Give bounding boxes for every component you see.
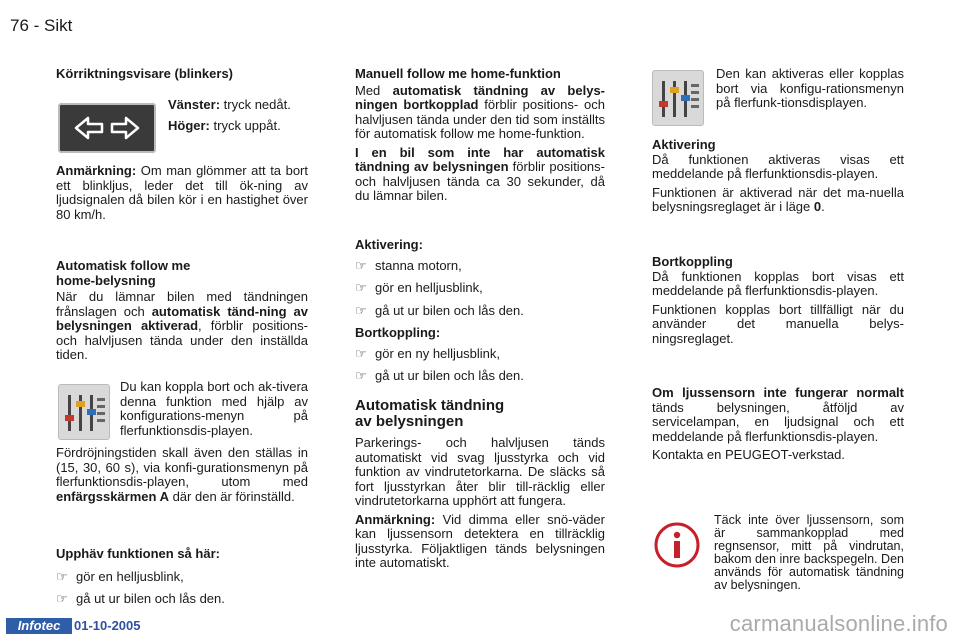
nocar-text-b: förblir positions- och halvljusen tända ca 30 sekunder, då du lämnar bilen.: [355, 159, 605, 203]
cancel-heading: Upphäv funktionen så här:: [56, 546, 220, 561]
right-text: tryck uppåt.: [209, 117, 281, 133]
warn-text: Täck inte över ljussensorn, som är sammankopplad med regnsensor, mitt på vindrutan, bakom den inre backspegeln. Den används för automatisk tändning av belysningen.: [714, 513, 904, 592]
sliders-icon: [59, 385, 111, 441]
column-2: [355, 67, 605, 208]
list-item: [355, 347, 605, 362]
auto-lighting-section: [355, 398, 605, 575]
off-text-2: Funktionen kopplas bort tillfälligt när du använder det manuella belys-ningsreglaget.: [652, 301, 904, 346]
list-item-text: gå ut ur bilen och lås den.: [375, 302, 524, 318]
pointing-hand-icon: ☞: [355, 345, 367, 361]
right-label: Höger:: [168, 117, 210, 133]
act-text-2b: 0: [813, 199, 822, 214]
cancel-section: [56, 547, 308, 615]
auto-text-c: , förblir positions- och halvljusen tända under den inställda tiden.: [56, 318, 308, 362]
fault-text-b: tänds belysningen, åtföljd av servicelampan, en ljudsignal och ett meddelande på flerfunktionsdis-playen.: [652, 399, 904, 444]
fault-text-a: Om ljussensorn inte fungerar normalt: [652, 385, 904, 400]
pointing-hand-icon: ☞: [355, 280, 367, 295]
list-item-text: stanna motorn,: [375, 257, 462, 273]
contact-text: Kontakta en PEUGEOT-verkstad.: [652, 447, 845, 462]
manual-text-a: Med: [355, 82, 393, 98]
auto-follow-section: [56, 259, 308, 367]
col3-deactivation: [652, 255, 904, 350]
list-item: [355, 304, 605, 319]
list-item: [56, 570, 308, 585]
nocar-text-a: I en bil som inte har automatisk tändning av belysningen: [355, 144, 605, 174]
blinker-instructions: [168, 98, 308, 137]
left-text: tryck nedåt.: [220, 97, 291, 112]
manual-heading: Manuell follow me home-funktion: [355, 66, 561, 81]
cfg-text: Du kan koppla bort och ak-tivera denna funktion med hjälp av konfigurations-menyn på flerfunktionsdis-playen.: [120, 379, 308, 438]
list-item-text: gör en helljusblink,: [76, 568, 184, 584]
list-item-text: gör en helljusblink,: [375, 280, 483, 295]
list-item: [56, 592, 308, 607]
delay-text-c: där den är förinställd.: [168, 488, 295, 504]
col3-fault: [652, 386, 904, 467]
auto-title-2: av belysningen: [355, 413, 464, 430]
list-item-text: gå ut ur bilen och lås den.: [76, 591, 225, 606]
pointing-hand-icon: ☞: [355, 302, 367, 318]
delay-text: [56, 446, 308, 508]
column-1: [56, 67, 308, 82]
pointing-hand-icon: ☞: [355, 257, 367, 273]
page-title: 76 - Sikt: [10, 16, 73, 35]
delay-text-a: Fördröjningstiden skall även den ställas in (15, 30, 60 s), via konfi-gurationsmenyn på flerfunktionsdis-playen, utom med: [56, 445, 308, 489]
note-label: Anmärkning:: [355, 511, 436, 527]
off-text-1: Då funktionen kopplas bort visas ett meddelande på flerfunktionsdis-playen.: [652, 268, 904, 298]
list-item: [355, 259, 605, 274]
manual-text-b: automatisk tändning av belys-ningen bortkopplad: [355, 82, 606, 112]
auto-lighting-text: Parkerings- och halvljusen tänds automatiskt vid svag ljusstyrka och vid funktion av vindrutetorkarna. De släcks så fort ljusstyrkan åter blir till-räcklig eller vindrutetorkarna upphört att fungera.: [355, 435, 605, 508]
delay-text-b: enfärgsskärmen A: [56, 488, 169, 504]
infotec-logo: Infotec: [6, 618, 72, 634]
note-text: Om man glömmer att ta bort ett blinkljus, leder det till ök-ning av ljudsignalen då bilen kör i en hastighet över 80 km/h.: [56, 163, 308, 222]
cfg-text: Den kan aktiveras eller kopplas bort via konfigu-rationsmenyn på flerfunk-tionsdisplayen.: [716, 66, 904, 110]
print-date: 01-10-2005: [74, 618, 141, 633]
auto-heading-2: home-belysning: [56, 272, 156, 288]
deactivation-heading: Bortkoppling:: [355, 325, 441, 340]
blinker-note: [56, 164, 308, 226]
auto-text-a: När du lämnar bilen med tändningen frånslagen och: [56, 289, 308, 319]
pointing-hand-icon: ☞: [56, 591, 68, 606]
list-item-text: gå ut ur bilen och lås den.: [375, 368, 524, 383]
list-item: [355, 369, 605, 384]
pointing-hand-icon: ☞: [355, 368, 367, 383]
list-item: [355, 281, 605, 296]
watermark: carmanualsonline.info: [729, 611, 948, 636]
act-heading: Aktivering: [652, 137, 716, 152]
note-text: Vid dimma eller snö-väder kan ljussensorn detektera en tillräcklig ljusstyrka. Följaktligen tänds belysningen inte automatiskt.: [355, 511, 605, 570]
config-menu-icon: [58, 384, 110, 440]
act-text-2a: Funktionen är aktiverad när det ma-nuella belysningsreglaget är i läge: [652, 184, 904, 214]
manual-text-c: förblir positions- och halvljusen tända under den tid som inställts för automatisk follow me home-funktion.: [355, 97, 605, 141]
act-text-1: Då funktionen aktiveras visas ett meddelande på flerfunktionsdis-playen.: [652, 151, 904, 181]
act-text-2c: .: [821, 199, 825, 214]
auto-text-b: automatisk tänd-ning av belysningen aktiverad: [56, 303, 308, 333]
auto-heading-1: Automatisk follow me: [56, 258, 191, 273]
config-menu-icon: [652, 70, 704, 126]
sensor-warning: [652, 514, 904, 596]
activation-heading: Aktivering:: [355, 237, 423, 252]
col3-activation: [652, 138, 904, 219]
blinkers-heading: Körriktningsvisare (blinkers): [56, 66, 233, 81]
sliders-icon: [653, 71, 705, 127]
auto-title-1: Automatisk tändning: [355, 397, 505, 414]
cfg-text-col3: [716, 67, 904, 115]
pointing-hand-icon: ☞: [56, 568, 68, 584]
off-heading: Bortkoppling: [652, 254, 733, 269]
cfg-text-col1: [120, 380, 308, 442]
activation-section: [355, 238, 605, 392]
list-item-text: gör en ny helljusblink,: [375, 345, 501, 361]
left-label: Vänster:: [168, 97, 221, 112]
arrows-icon: [72, 113, 142, 143]
blinker-icon: [58, 103, 156, 153]
note-label: Anmärkning:: [56, 163, 137, 178]
